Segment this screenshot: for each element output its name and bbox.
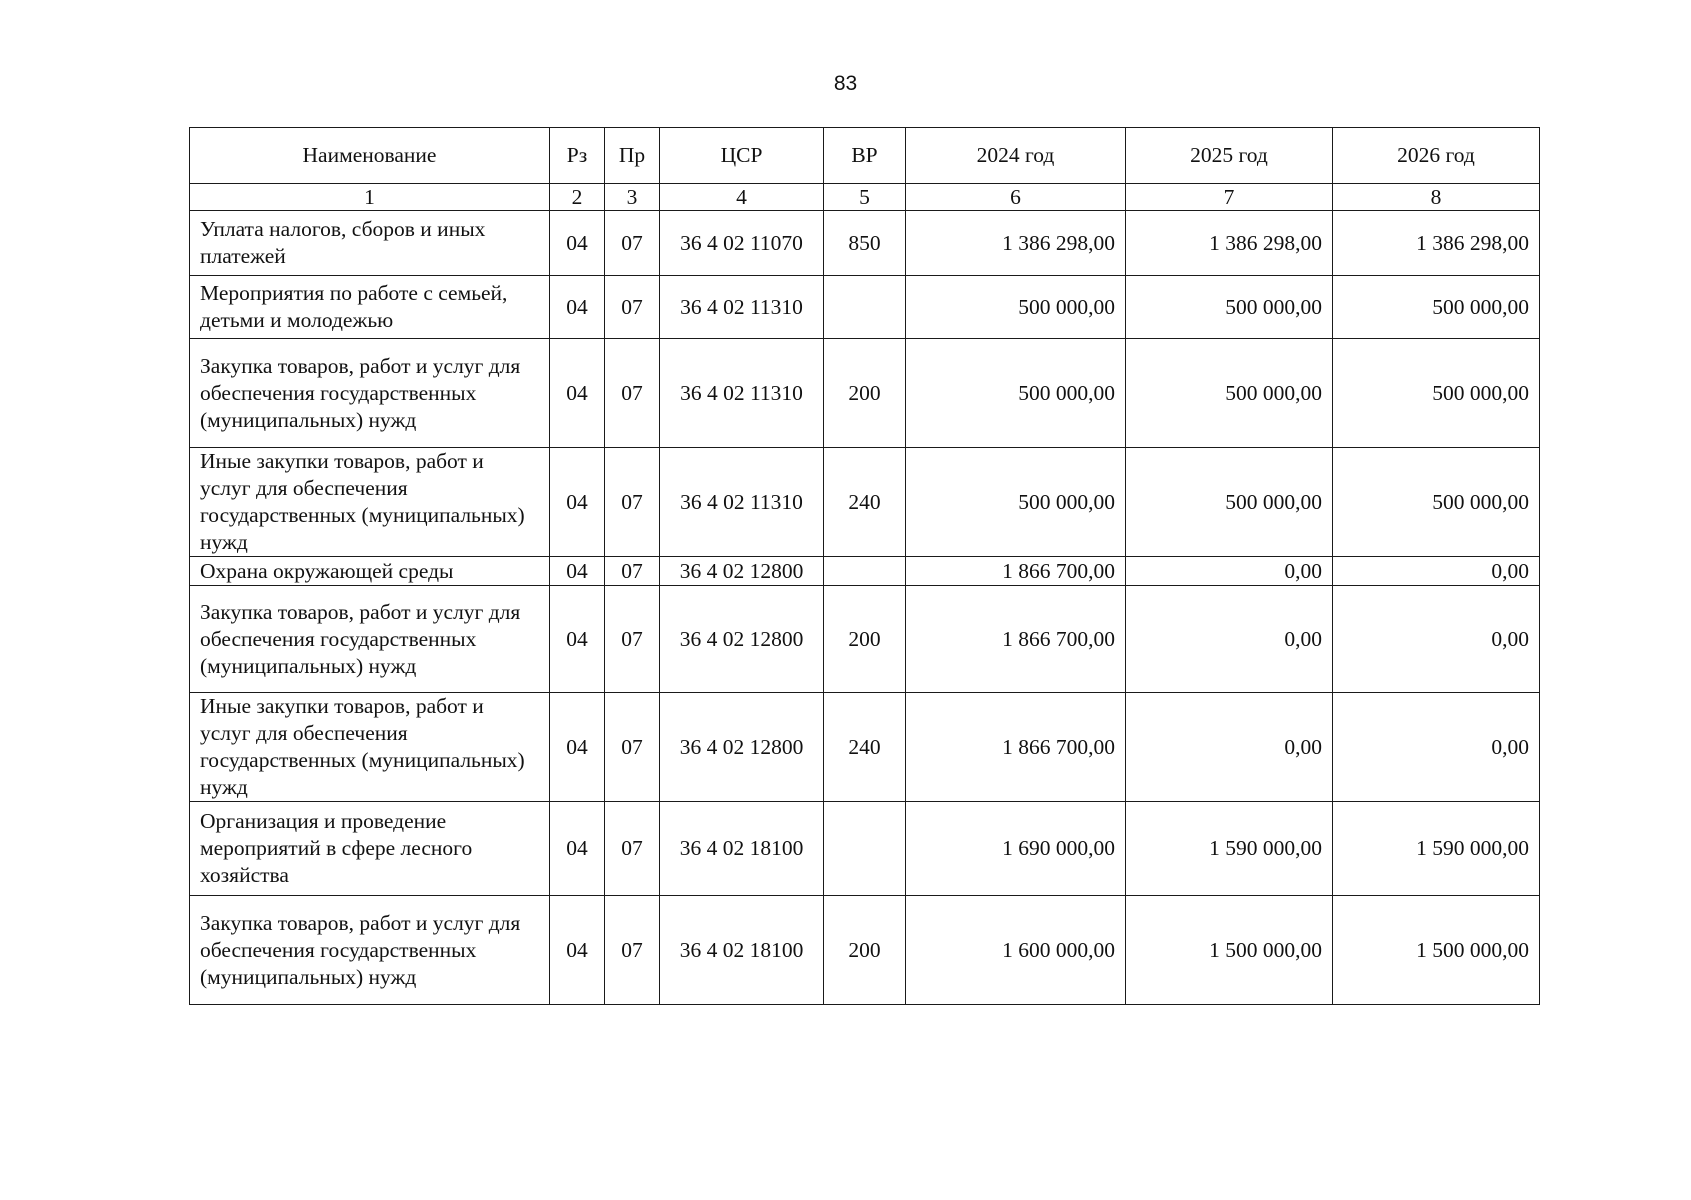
row-amount-2025: 500 000,00 bbox=[1126, 448, 1333, 557]
table-row bbox=[190, 586, 1540, 693]
row-csr: 36 4 02 18100 bbox=[660, 802, 824, 896]
row-name: Закупка товаров, работ и услуг для обеспечения государственных (муниципальных) нужд bbox=[190, 586, 550, 693]
row-vr: 200 bbox=[824, 339, 906, 448]
row-name: Закупка товаров, работ и услуг для обеспечения государственных (муниципальных) нужд bbox=[190, 339, 550, 448]
column-number: 7 bbox=[1126, 184, 1333, 211]
row-amount-2024: 500 000,00 bbox=[906, 448, 1126, 557]
row-rz: 04 bbox=[550, 693, 605, 802]
row-amount-2024: 1 386 298,00 bbox=[906, 211, 1126, 276]
column-number: 1 bbox=[190, 184, 550, 211]
row-pr: 07 bbox=[605, 448, 660, 557]
row-csr: 36 4 02 18100 bbox=[660, 896, 824, 1005]
row-pr: 07 bbox=[605, 557, 660, 586]
header-year-2024: 2024 год bbox=[906, 128, 1126, 184]
row-csr: 36 4 02 12800 bbox=[660, 693, 824, 802]
page-number: 83 bbox=[833, 72, 858, 95]
table-row bbox=[190, 211, 1540, 276]
row-csr: 36 4 02 11310 bbox=[660, 339, 824, 448]
row-amount-2026: 0,00 bbox=[1333, 586, 1540, 693]
row-amount-2025: 1 500 000,00 bbox=[1126, 896, 1333, 1005]
column-number: 4 bbox=[660, 184, 824, 211]
row-amount-2024: 1 690 000,00 bbox=[906, 802, 1126, 896]
header-row bbox=[190, 128, 1540, 184]
row-vr bbox=[824, 802, 906, 896]
row-amount-2026: 0,00 bbox=[1333, 693, 1540, 802]
row-name: Иные закупки товаров, работ и услуг для обеспечения государственных (муниципальных) нужд bbox=[190, 448, 550, 557]
column-number: 5 bbox=[824, 184, 906, 211]
row-amount-2026: 500 000,00 bbox=[1333, 339, 1540, 448]
row-rz: 04 bbox=[550, 276, 605, 339]
header-rz: Рз bbox=[550, 128, 605, 184]
row-rz: 04 bbox=[550, 339, 605, 448]
row-amount-2024: 500 000,00 bbox=[906, 339, 1126, 448]
header-csr: ЦСР bbox=[660, 128, 824, 184]
row-amount-2024: 500 000,00 bbox=[906, 276, 1126, 339]
row-amount-2026: 500 000,00 bbox=[1333, 448, 1540, 557]
row-name: Охрана окружающей среды bbox=[190, 557, 550, 586]
row-pr: 07 bbox=[605, 276, 660, 339]
budget-table bbox=[189, 127, 1540, 1005]
row-amount-2026: 500 000,00 bbox=[1333, 276, 1540, 339]
row-pr: 07 bbox=[605, 586, 660, 693]
row-amount-2025: 1 386 298,00 bbox=[1126, 211, 1333, 276]
column-number: 2 bbox=[550, 184, 605, 211]
header-vr: ВР bbox=[824, 128, 906, 184]
header-pr: Пр bbox=[605, 128, 660, 184]
column-number: 3 bbox=[605, 184, 660, 211]
row-csr: 36 4 02 12800 bbox=[660, 557, 824, 586]
row-amount-2025: 500 000,00 bbox=[1126, 339, 1333, 448]
row-pr: 07 bbox=[605, 211, 660, 276]
table-row bbox=[190, 896, 1540, 1005]
row-vr bbox=[824, 276, 906, 339]
column-number-row bbox=[190, 184, 1540, 211]
row-name: Мероприятия по работе с семьей, детьми и молодежью bbox=[190, 276, 550, 339]
row-vr: 850 bbox=[824, 211, 906, 276]
row-csr: 36 4 02 11070 bbox=[660, 211, 824, 276]
row-vr: 240 bbox=[824, 448, 906, 557]
row-pr: 07 bbox=[605, 693, 660, 802]
row-pr: 07 bbox=[605, 802, 660, 896]
table-row bbox=[190, 693, 1540, 802]
row-rz: 04 bbox=[550, 896, 605, 1005]
row-rz: 04 bbox=[550, 586, 605, 693]
table-row bbox=[190, 557, 1540, 586]
row-name: Закупка товаров, работ и услуг для обеспечения государственных (муниципальных) нужд bbox=[190, 896, 550, 1005]
row-rz: 04 bbox=[550, 448, 605, 557]
row-csr: 36 4 02 11310 bbox=[660, 276, 824, 339]
header-year-2025: 2025 год bbox=[1126, 128, 1333, 184]
table-row bbox=[190, 448, 1540, 557]
table-row bbox=[190, 276, 1540, 339]
row-amount-2026: 1 590 000,00 bbox=[1333, 802, 1540, 896]
row-amount-2025: 0,00 bbox=[1126, 586, 1333, 693]
row-rz: 04 bbox=[550, 557, 605, 586]
row-name: Иные закупки товаров, работ и услуг для обеспечения государственных (муниципальных) нужд bbox=[190, 693, 550, 802]
row-vr bbox=[824, 557, 906, 586]
column-number: 6 bbox=[906, 184, 1126, 211]
row-vr: 200 bbox=[824, 586, 906, 693]
row-amount-2025: 0,00 bbox=[1126, 693, 1333, 802]
header-year-2026: 2026 год bbox=[1333, 128, 1540, 184]
row-vr: 200 bbox=[824, 896, 906, 1005]
row-amount-2024: 1 600 000,00 bbox=[906, 896, 1126, 1005]
row-amount-2026: 0,00 bbox=[1333, 557, 1540, 586]
row-csr: 36 4 02 11310 bbox=[660, 448, 824, 557]
row-amount-2024: 1 866 700,00 bbox=[906, 557, 1126, 586]
row-amount-2024: 1 866 700,00 bbox=[906, 586, 1126, 693]
header-name: Наименование bbox=[190, 128, 550, 184]
row-amount-2025: 0,00 bbox=[1126, 557, 1333, 586]
row-amount-2025: 500 000,00 bbox=[1126, 276, 1333, 339]
row-amount-2026: 1 386 298,00 bbox=[1333, 211, 1540, 276]
row-name: Организация и проведение мероприятий в сфере лесного хозяйства bbox=[190, 802, 550, 896]
row-pr: 07 bbox=[605, 896, 660, 1005]
row-rz: 04 bbox=[550, 802, 605, 896]
row-amount-2026: 1 500 000,00 bbox=[1333, 896, 1540, 1005]
row-amount-2024: 1 866 700,00 bbox=[906, 693, 1126, 802]
row-vr: 240 bbox=[824, 693, 906, 802]
table-row bbox=[190, 339, 1540, 448]
row-pr: 07 bbox=[605, 339, 660, 448]
row-rz: 04 bbox=[550, 211, 605, 276]
column-number: 8 bbox=[1333, 184, 1540, 211]
table-row bbox=[190, 802, 1540, 896]
row-csr: 36 4 02 12800 bbox=[660, 586, 824, 693]
row-amount-2025: 1 590 000,00 bbox=[1126, 802, 1333, 896]
row-name: Уплата налогов, сборов и иных платежей bbox=[190, 211, 550, 276]
